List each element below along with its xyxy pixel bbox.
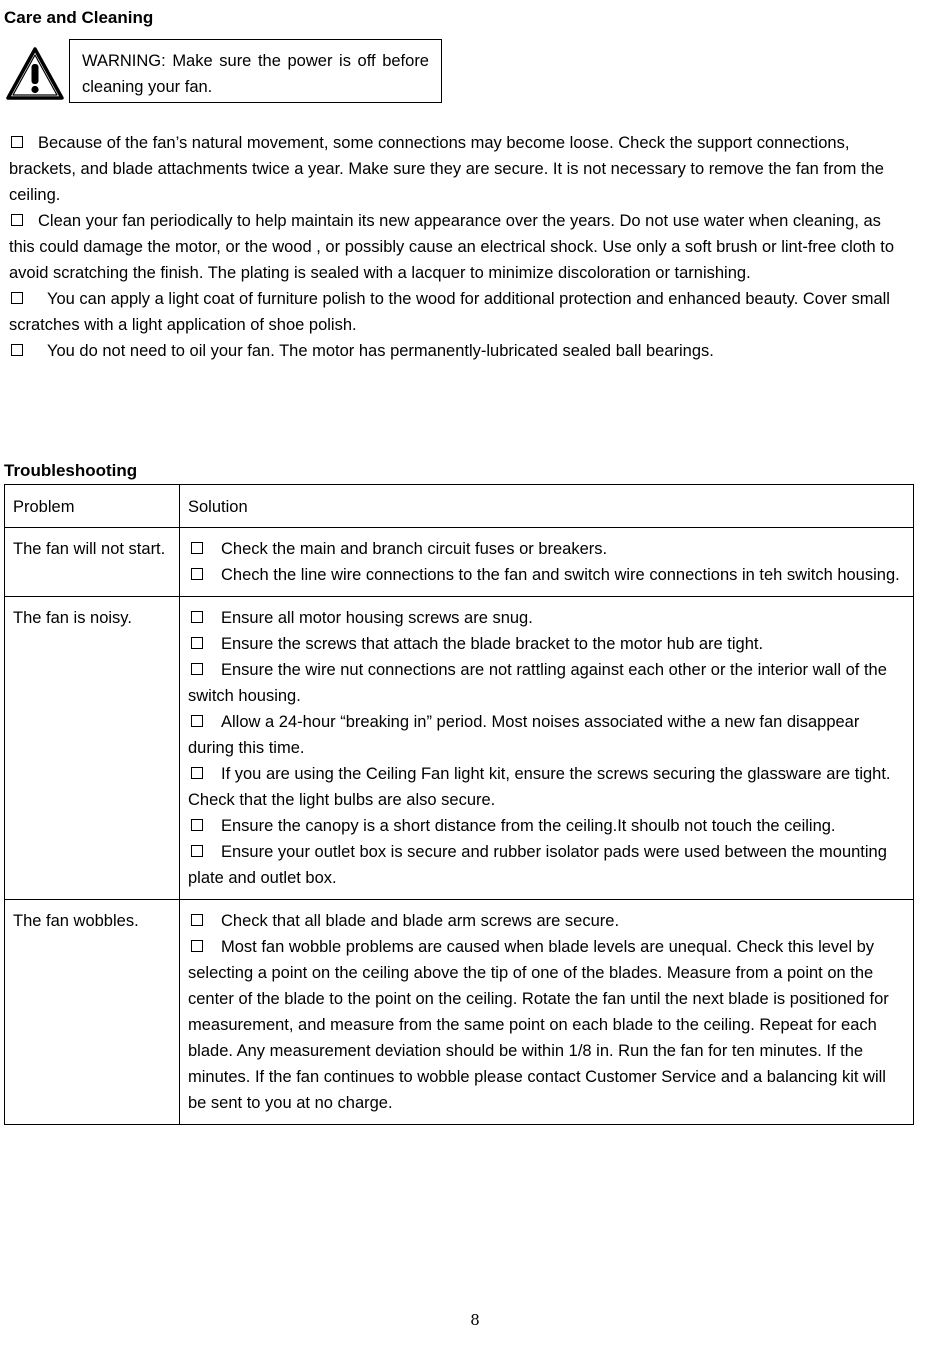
solution-text: Most fan wobble problems are caused when blade levels are unequal. Check this level by selecting a point on the ceiling above the tip of one of the blades. Measure from a point on the center of the blade to the point on the ceiling. Rotate the fan until the next blade is positioned for measurement, and measure from the same point on each blade to the ceiling. Repeat for each blade. Any measurement deviation should be within 1/8 in. Run the fan for ten minutes. If the minutes. If the fan continues to wobble please contact Customer Service and a balancing kit will be sent to you at no charge. xyxy=(188,938,889,1112)
checkbox-bullet-icon xyxy=(191,940,203,952)
checkbox-bullet-icon xyxy=(11,292,23,304)
solution-text: Chech the line wire connections to the fan and switch wire connections in teh switch housing. xyxy=(221,566,900,584)
solution-item xyxy=(188,839,907,891)
checkbox-bullet-icon xyxy=(191,767,203,779)
solution-item xyxy=(188,562,907,588)
solution-item xyxy=(188,605,907,631)
solution-item xyxy=(188,813,907,839)
checkbox-bullet-icon xyxy=(11,136,23,148)
checkbox-bullet-icon xyxy=(191,611,203,623)
solution-text: Check the main and branch circuit fuses or breakers. xyxy=(221,540,608,558)
care-bullet-text: You do not need to oil your fan. The motor has permanently-lubricated sealed ball bearings. xyxy=(47,342,714,360)
problem-cell: The fan is noisy. xyxy=(5,597,180,900)
checkbox-bullet-icon xyxy=(191,845,203,857)
solution-item xyxy=(188,657,907,709)
table-row xyxy=(5,528,914,597)
solution-text: If you are using the Ceiling Fan light kit, ensure the screws securing the glassware are tight. Check that the light bulbs are also secure. xyxy=(188,765,891,809)
care-bullet-text: You can apply a light coat of furniture polish to the wood for additional protection and enhanced beauty. Cover small scratches with a light application of shoe polish. xyxy=(9,290,890,334)
checkbox-bullet-icon xyxy=(191,715,203,727)
solution-cell xyxy=(180,528,914,597)
checkbox-bullet-icon xyxy=(11,344,23,356)
care-bullet-list xyxy=(9,130,909,364)
solution-text: Check that all blade and blade arm screws are secure. xyxy=(221,912,620,930)
solution-text: Ensure the screws that attach the blade bracket to the motor hub are tight. xyxy=(221,635,764,653)
care-bullet-text: Because of the fan’s natural movement, some connections may become loose. Check the support connections, brackets, and blade attachments twice a year. Make sure they are secure. It is not necessary to remove the fan from the ceiling. xyxy=(9,134,884,204)
care-bullet xyxy=(9,338,909,364)
checkbox-bullet-icon xyxy=(191,568,203,580)
care-bullet xyxy=(9,130,909,208)
warning-triangle-icon xyxy=(5,46,65,102)
solution-cell xyxy=(180,597,914,900)
solution-item xyxy=(188,631,907,657)
table-row xyxy=(5,900,914,1125)
checkbox-bullet-icon xyxy=(11,214,23,226)
care-bullet-text: Clean your fan periodically to help maintain its new appearance over the years. Do not use water when cleaning, as this could damage the motor, or the wood , or possibly cause an electrical shock. Use only a soft brush or lint-free cloth to avoid scratching the finish. The plating is sealed with a lacquer to minimize discoloration or tarnishing. xyxy=(9,212,895,282)
solution-item xyxy=(188,761,907,813)
solution-item xyxy=(188,934,907,1116)
troubleshooting-heading: Troubleshooting xyxy=(4,461,138,480)
checkbox-bullet-icon xyxy=(191,819,203,831)
troubleshooting-table xyxy=(4,484,914,1125)
checkbox-bullet-icon xyxy=(191,637,203,649)
solution-item xyxy=(188,536,907,562)
care-and-cleaning-heading: Care and Cleaning xyxy=(4,8,154,27)
care-bullet xyxy=(9,286,909,338)
solution-text: Allow a 24-hour “breaking in” period. Most noises associated withe a new fan disappear during this time. xyxy=(188,713,860,757)
checkbox-bullet-icon xyxy=(191,663,203,675)
problem-cell: The fan wobbles. xyxy=(5,900,180,1125)
table-header-row xyxy=(5,485,914,528)
solution-text: Ensure the canopy is a short distance from the ceiling.It shoulb not touch the ceiling. xyxy=(221,817,836,835)
solution-text: Ensure your outlet box is secure and rubber isolator pads were used between the mounting plate and outlet box. xyxy=(188,843,887,887)
page-number: 8 xyxy=(470,1311,480,1329)
problem-cell: The fan will not start. xyxy=(5,528,180,597)
warning-box: WARNING: Make sure the power is off before cleaning your fan. xyxy=(69,39,442,103)
care-bullet xyxy=(9,208,909,286)
solution-item xyxy=(188,709,907,761)
solution-text: Ensure all motor housing screws are snug. xyxy=(221,609,533,627)
table-row xyxy=(5,597,914,900)
header-solution: Solution xyxy=(180,485,914,528)
checkbox-bullet-icon xyxy=(191,914,203,926)
solution-cell xyxy=(180,900,914,1125)
checkbox-bullet-icon xyxy=(191,542,203,554)
solution-text: Ensure the wire nut connections are not rattling against each other or the interior wall of the switch housing. xyxy=(188,661,887,705)
solution-item xyxy=(188,908,907,934)
header-problem: Problem xyxy=(5,485,180,528)
